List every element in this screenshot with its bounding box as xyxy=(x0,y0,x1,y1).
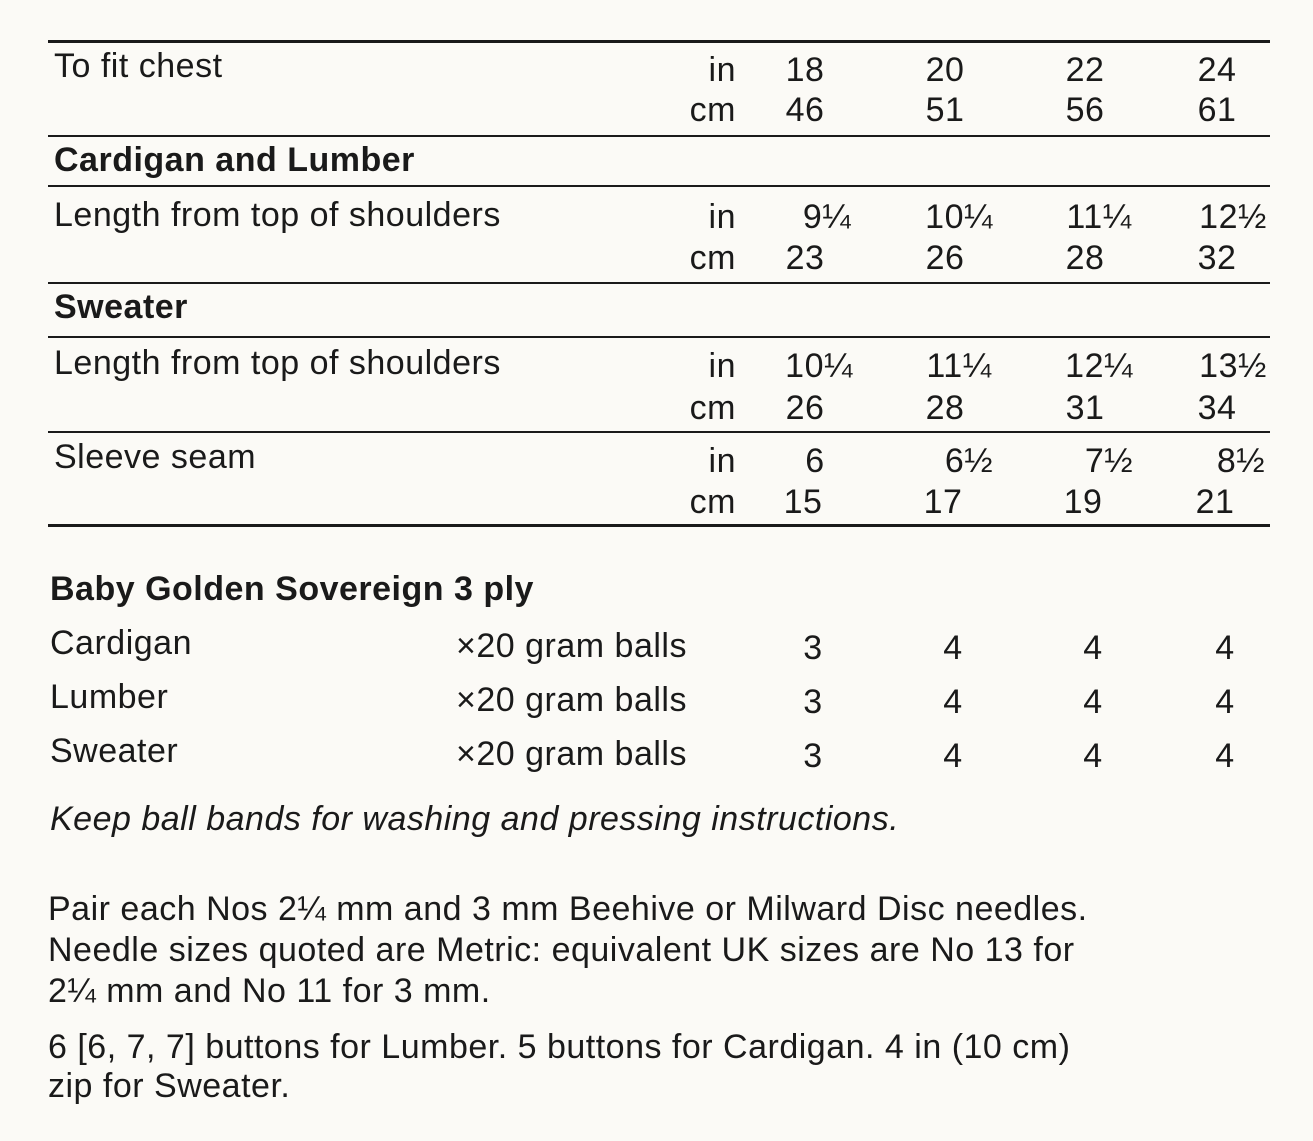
sleeve-seam-unit-cm: cm xyxy=(689,483,736,521)
fit-chest-unit-in: in xyxy=(708,51,736,89)
fit-chest-unit-cm: cm xyxy=(689,91,736,129)
sleeve-seam-label: Sleeve seam xyxy=(54,438,257,476)
table-top-rule xyxy=(48,40,1270,43)
sleeve-seam-in-4: 8½ xyxy=(1216,442,1266,480)
yarn-row-value: 3 xyxy=(803,683,823,721)
fit-chest-in-4: 24 xyxy=(1197,51,1237,89)
sweater-heading: Sweater xyxy=(54,288,188,326)
ball-band-note: Keep ball bands for washing and pressing instructions. xyxy=(50,800,900,838)
yarn-heading: Baby Golden Sovereign 3 ply xyxy=(50,570,534,608)
yarn-row-value: 3 xyxy=(803,737,823,775)
cardigan-length-in-4: 12½ xyxy=(1199,198,1267,236)
sweater-length-in-1: 10¼ xyxy=(785,347,853,385)
sleeve-seam-unit-in: in xyxy=(708,442,736,480)
sleeve-seam-cm-1: 15 xyxy=(783,483,823,521)
cardigan-length-cm-1: 23 xyxy=(785,239,825,277)
yarn-row-value: 4 xyxy=(943,737,963,775)
buttons-line-2: zip for Sweater. xyxy=(48,1067,291,1105)
yarn-row-value: 4 xyxy=(1215,737,1235,775)
fit-chest-in-3: 22 xyxy=(1065,51,1105,89)
yarn-row-value: 4 xyxy=(1215,683,1235,721)
yarn-row-value: 4 xyxy=(943,683,963,721)
divider xyxy=(48,282,1270,284)
divider xyxy=(48,336,1270,338)
buttons-line-1: 6 [6, 7, 7] buttons for Lumber. 5 buttons for Cardigan. 4 in (10 cm) xyxy=(48,1028,1071,1066)
divider xyxy=(48,135,1270,137)
sleeve-seam-in-3: 7½ xyxy=(1084,442,1134,480)
cardigan-length-in-2: 10¼ xyxy=(925,198,993,236)
sleeve-seam-cm-2: 17 xyxy=(923,483,963,521)
yarn-row-label: Sweater xyxy=(50,732,179,770)
yarn-row-value: 3 xyxy=(803,629,823,667)
sweater-length-unit-in: in xyxy=(708,347,736,385)
cardigan-length-label: Length from top of shoulders xyxy=(54,196,501,234)
yarn-row-label: Cardigan xyxy=(50,624,192,662)
sweater-length-in-4: 13½ xyxy=(1199,347,1267,385)
fit-chest-cm-1: 46 xyxy=(785,91,825,129)
cardigan-length-in-3: 11¼ xyxy=(1066,198,1132,236)
sleeve-seam-in-2: 6½ xyxy=(944,442,994,480)
cardigan-length-cm-3: 28 xyxy=(1065,239,1105,277)
fit-chest-cm-2: 51 xyxy=(925,91,965,129)
sweater-length-cm-2: 28 xyxy=(925,389,965,427)
yarn-row-value: 4 xyxy=(943,629,963,667)
cardigan-length-cm-2: 26 xyxy=(925,239,965,277)
sweater-length-in-3: 12¼ xyxy=(1065,347,1133,385)
cardigan-length-unit-in: in xyxy=(708,198,736,236)
yarn-row-unit: ×20 gram balls xyxy=(456,681,687,719)
cardigan-length-unit-cm: cm xyxy=(689,239,736,277)
needles-line-2: Needle sizes quoted are Metric: equivalent UK sizes are No 13 for xyxy=(48,931,1075,969)
sweater-length-in-2: 11¼ xyxy=(926,347,992,385)
sleeve-seam-cm-3: 19 xyxy=(1063,483,1103,521)
sleeve-seam-cm-4: 21 xyxy=(1195,483,1235,521)
fit-chest-in-2: 20 xyxy=(925,51,965,89)
sleeve-seam-in-1: 6 xyxy=(805,442,825,480)
sweater-length-unit-cm: cm xyxy=(689,389,736,427)
divider xyxy=(48,185,1270,187)
fit-chest-label: To fit chest xyxy=(54,47,223,85)
fit-chest-cm-3: 56 xyxy=(1065,91,1105,129)
yarn-row-value: 4 xyxy=(1083,737,1103,775)
sweater-length-cm-3: 31 xyxy=(1065,389,1105,427)
yarn-row-value: 4 xyxy=(1215,629,1235,667)
fit-chest-in-1: 18 xyxy=(785,51,825,89)
sweater-length-label: Length from top of shoulders xyxy=(54,344,501,382)
table-bottom-rule xyxy=(48,524,1270,527)
fit-chest-cm-4: 61 xyxy=(1197,91,1237,129)
sweater-length-cm-4: 34 xyxy=(1197,389,1237,427)
cardigan-length-in-1: 9¼ xyxy=(802,198,852,236)
yarn-row-unit: ×20 gram balls xyxy=(456,627,687,665)
cardigan-lumber-heading: Cardigan and Lumber xyxy=(54,141,415,179)
yarn-row-unit: ×20 gram balls xyxy=(456,735,687,773)
needles-line-3: 2¼ mm and No 11 for 3 mm. xyxy=(48,972,491,1010)
yarn-row-value: 4 xyxy=(1083,629,1103,667)
cardigan-length-cm-4: 32 xyxy=(1197,239,1237,277)
divider xyxy=(48,431,1270,433)
yarn-row-value: 4 xyxy=(1083,683,1103,721)
sweater-length-cm-1: 26 xyxy=(785,389,825,427)
needles-line-1: Pair each Nos 2¼ mm and 3 mm Beehive or Milward Disc needles. xyxy=(48,890,1088,928)
yarn-row-label: Lumber xyxy=(50,678,169,716)
